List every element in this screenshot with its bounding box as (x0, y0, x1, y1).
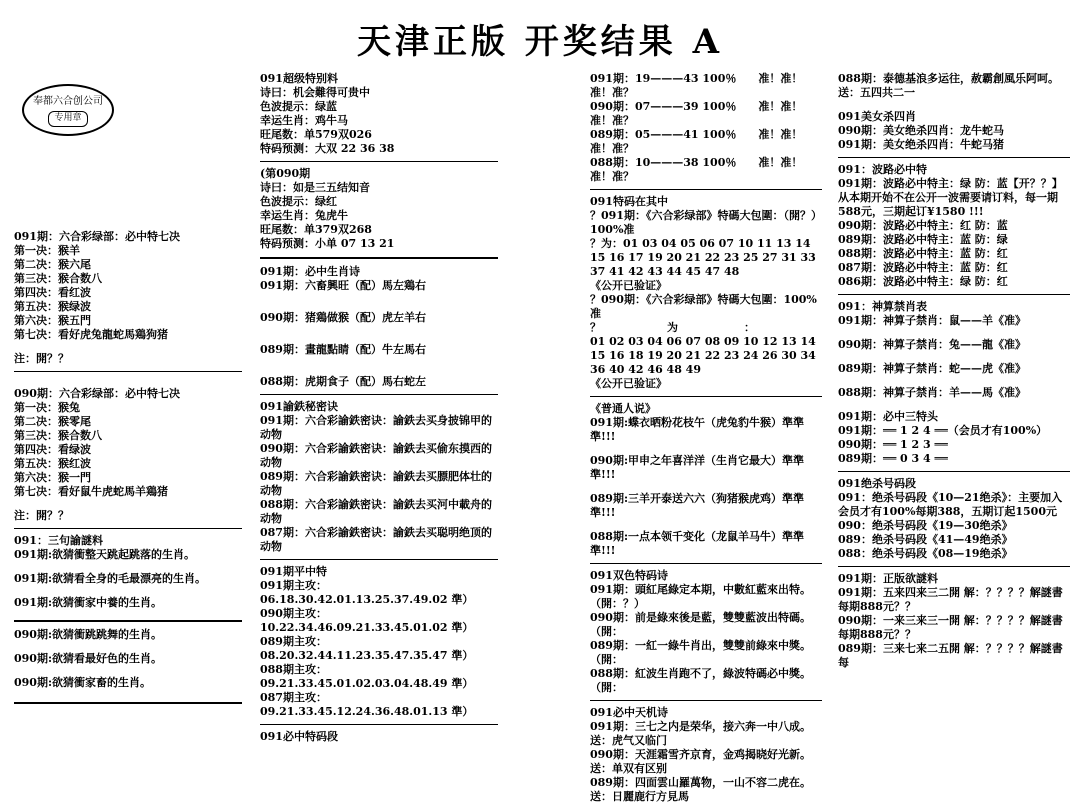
text-line: 《公开已验证》 (590, 279, 667, 292)
text-line: 089期：波路必中特主：蓝 防：绿 (838, 233, 1008, 246)
text-line: 090期：一来三来三一開 解：？？？？解謎書每期888元？？ (838, 614, 1063, 641)
divider (590, 700, 822, 701)
text-line: 089：绝杀号码段《41—49绝杀》 (838, 533, 1013, 546)
text-line: 第一决：猴兔 (14, 401, 80, 414)
text-line: 091期：神算子禁肖：鼠——羊《准》 (838, 314, 1026, 327)
text-line: 091期：波路必中特主：绿 防：蓝【开？？】从本期开始不在公开一波需要请订料，每一期588元，三期起订¥1580 !!! (838, 177, 1063, 218)
text-line: 幸运生肖：鸡牛马 (260, 114, 348, 127)
text-line: 089期：05———41 100％ 准！准！准！准？ (590, 128, 803, 155)
text-line: 089期：四面雲山羅萬物，一山不容二虎在。送：日麗鹿行方見馬 (590, 776, 811, 803)
text-line: 091期：三七之内是荣华，接六奔一中八成。送：虎气又临门 (590, 720, 811, 747)
company-seal (22, 84, 114, 136)
section-heading: 091期：六合彩绿部：必中特七决 (14, 230, 180, 243)
text-line: 091期:欲猜看全身的毛最漂亮的生肖。 (14, 572, 207, 585)
text-line: 色波提示：绿蓝 (260, 100, 337, 113)
section-seven-decisions-091 (14, 230, 242, 342)
text-line: 091期：五来四来三二開 解：？？？？解謎書每期888元？？ (838, 586, 1063, 613)
text-line: 090期：六合彩諭鉄密诀：諭鉄去买偷东摸西的动物 (260, 442, 492, 469)
text-line: 090期:甲申之年喜洋洋（生肖它最大）準準準!!! (590, 454, 805, 481)
text-line: 090期主攻： 10.22.34.46.09.21.33.45.01.02 準） (260, 607, 474, 634)
section-heading: 091特码在其中 (590, 195, 668, 208)
divider (590, 563, 822, 564)
text-line: 087期主攻： 09.21.33.45.12.24.36.48.01.13 準） (260, 691, 474, 718)
text-line: 第三决：猴合数八 (14, 429, 102, 442)
text-line: 090期：波路必中特主：红 防：蓝 (838, 219, 1008, 232)
text-line: 第七决：看好鼠牛虎蛇馬羊鶏猪 (14, 485, 168, 498)
divider (590, 189, 822, 190)
section-heading: 091超级特别料 (260, 72, 338, 85)
divider (14, 702, 242, 704)
seal-text: 奉都六合创公司 (33, 96, 103, 107)
text-line: 088期：虎期食子（配）馬右蛇左 (260, 375, 426, 388)
text-line: 091期：══ 1 2 4 ══（会员才有100%） (838, 424, 1048, 437)
section-heading: 091必中天机诗 (590, 706, 668, 719)
section-heading: 091：三句諭謎料 (14, 534, 103, 547)
section-seven-decisions-090 (14, 387, 242, 499)
divider (14, 371, 242, 372)
text-line: 090期:欲猜看最好色的生肖。 (14, 652, 163, 665)
text-line: 089期：三来七来二五開 解：？？？？解謎書每 (838, 642, 1063, 669)
text-line: 090期：美女绝杀四肖：龙牛蛇马 (838, 124, 1004, 137)
section-heading: 091美女杀四肖 (838, 110, 916, 123)
column-4 (838, 72, 1070, 670)
section-heading: 091期：必中生肖诗 (260, 265, 360, 278)
text-line: 第七决：看好虎兔龍蛇馬鶏狗猪 (14, 328, 168, 341)
text-line: 第四决：看红波 (14, 286, 91, 299)
section-heading: 《普通人说》 (590, 402, 656, 415)
text-line: 090期：天涯霜雪齐京育，金鸡揭晓好光新。送：单双有区别 (590, 748, 811, 775)
text-line: 087期：六合彩諭鉄密诀：諭鉄去买聪明绝顶的动物 (260, 526, 492, 553)
text-line: 091期：頭紅尾綠定本期，中數紅藍來出特。（開：？） (590, 583, 811, 610)
text-line: 第一决：猴羊 (14, 244, 80, 257)
text-line: 第五决：猴绿波 (14, 300, 91, 313)
section-heading: 091双色特码诗 (590, 569, 668, 582)
column-3 (590, 72, 822, 804)
text-line: 088期：波路必中特主：蓝 防：红 (838, 247, 1008, 260)
text-line: 旺尾数：单579双026 (260, 128, 372, 141)
text-line: 088期：神算子禁肖：羊——馬《准》 (838, 386, 1026, 399)
text-line: 089期：神算子禁肖：蛇——虎《准》 (838, 362, 1026, 375)
text-line: 088期：紅波生肖跑不了，綠波特碼必中獎。（開： (590, 667, 811, 694)
text-line: 01 02 03 04 06 07 08 09 10 12 13 14 15 16 18 19 20 21 22 23 24 26 30 34 36 40 42 46 48 49 (590, 335, 816, 376)
text-line: 087期：波路必中特主：蓝 防：红 (838, 261, 1008, 274)
divider (260, 394, 498, 395)
text-line: 088期主攻： 09.21.33.45.01.02.03.04.48.49 準） (260, 663, 474, 690)
text-line: ？为：01 03 04 05 06 07 10 11 13 14 15 16 17 19 20 21 22 23 25 27 31 33 37 41 42 43 44 45 47 48 (590, 237, 816, 278)
text-line: 第二决：猴六尾 (14, 258, 91, 271)
text-line: 088期：10———38 100％ 准！准！准！准？ (590, 156, 803, 183)
text-line: 089期:三羊开泰送六六（狗猪猴虎鸡）準準準!!! (590, 492, 805, 519)
text-line: 091：绝杀号码段《10—21绝杀》：主要加入会员才有100%每期388，五期订起1500元 (838, 491, 1063, 518)
section-heading: 091期：正版欲謎料 (838, 572, 938, 585)
text-line: 089期主攻： 08.20.32.44.11.23.35.47.35.47 準） (260, 635, 474, 662)
text-line: ？091期：《六合彩绿部》特碼大包圍：（開？）100%准 (590, 209, 822, 236)
text-line: 090期：07———39 100％ 准！准！准！准？ (590, 100, 803, 127)
text-line: 089期：══ 0 3 4 ══ (838, 452, 948, 465)
divider (260, 559, 498, 560)
note-text: 注：開？？ (14, 352, 69, 365)
divider (590, 396, 822, 397)
text-line: 色波提示：绿红 (260, 195, 337, 208)
text-line: 第二决：猴零尾 (14, 415, 91, 428)
divider (14, 528, 242, 529)
text-line: 091期：美女绝杀四肖：牛蛇马猪 (838, 138, 1004, 151)
text-line: 091期：六合彩諭鉄密诀：諭鉄去买身披锦甲的动物 (260, 414, 492, 441)
text-line: 086期：波路必中特主：绿 防：红 (838, 275, 1008, 288)
section-heading: 091必中特码段 (260, 730, 338, 743)
text-line: 090期:欲猜衝跳跳舞的生肖。 (14, 628, 163, 641)
section-heading: 091諭鉄秘密诀 (260, 400, 338, 413)
column-2 (260, 72, 498, 744)
section-heading: 091：神算禁肖表 (838, 300, 927, 313)
divider (260, 257, 498, 259)
text-line: 089期：一紅一綠牛肖出，雙雙前綠來中獎。（開： (590, 639, 811, 666)
divider (838, 471, 1070, 472)
text-line: 幸运生肖：兔虎牛 (260, 209, 348, 222)
divider (260, 161, 498, 162)
text-line: 090期：猪鶏做猴（配）虎左羊右 (260, 311, 426, 324)
text-line: 091期:欲猜衝整天跳起跳落的生肖。 (14, 548, 196, 561)
section-heading: 090期：六合彩绿部：必中特七决 (14, 387, 180, 400)
text-line: 第四决：看绿波 (14, 443, 91, 456)
text-line: 088期:一点本领千变化（龙鼠羊马牛）準準準!!! (590, 530, 805, 557)
section-heading: 091期：必中三特头 (838, 410, 938, 423)
text-line: 旺尾数：单379双268 (260, 223, 372, 236)
note-text: 注：開？？ (14, 509, 69, 522)
seal-subtext: 专用章 (48, 111, 87, 127)
divider (14, 620, 242, 622)
column-1 (14, 230, 242, 710)
text-line: 090：绝杀号码段《19—30绝杀》 (838, 519, 1013, 532)
text-line: 089期：畫龍點睛（配）牛左馬右 (260, 343, 426, 356)
section-heading: 091：波路必中特 (838, 163, 927, 176)
text-line: 088：绝杀号码段《08—19绝杀》 (838, 547, 1013, 560)
text-line: 特码预测：小单 07 13 21 (260, 237, 395, 250)
divider (838, 157, 1070, 158)
divider (838, 294, 1070, 295)
section-heading: 091绝杀号码段 (838, 477, 916, 490)
text-line: 090期：══ 1 2 3 ══ (838, 438, 948, 451)
text-line: 091期：19———43 100％ 准！准！准！准？ (590, 72, 803, 99)
text-line: 《公开已验证》 (590, 377, 667, 390)
divider (260, 724, 498, 725)
text-line: ？ 为 ： (590, 321, 755, 334)
text-line: 090期:欲猜衝家畜的生肖。 (14, 676, 152, 689)
text-line: 091期:蝶衣晒粉花枝午（虎兔豹牛猴）準準準!!! (590, 416, 805, 443)
text-line: 诗曰：机会難得可贵中 (260, 86, 370, 99)
divider (838, 566, 1070, 567)
section-heading: 091期平中特 (260, 565, 327, 578)
page-title: 天津正版 开奖结果 A (356, 22, 724, 62)
text-line: 088期：六合彩諭鉄密诀：諭鉄去买河中載舟的动物 (260, 498, 492, 525)
text-line: 第六决：猴一門 (14, 471, 91, 484)
text-line: 091期：六畜興旺（配）馬左鶏右 (260, 279, 426, 292)
text-line: 088期：泰德基浪多运往，赦霸創風乐阿呵。送：五四共二一 (838, 72, 1059, 99)
text-line: 089期：六合彩諭鉄密诀：諭鉄去买膘肥体壮的动物 (260, 470, 492, 497)
text-line: 090期：前是綠來後是藍，雙雙藍波出特碼。（開： (590, 611, 811, 638)
text-line: 091期:欲猜衝家中養的生肖。 (14, 596, 163, 609)
text-line: 第三决：猴合数八 (14, 272, 102, 285)
text-line: 诗曰：如是三五结知音 (260, 181, 370, 194)
text-line: 第五决：猴红波 (14, 457, 91, 470)
text-line: ？090期：《六合彩绿部》特碼大包圍：100%准 (590, 293, 817, 320)
text-line: 特码预测：大双 22 36 38 (260, 142, 395, 155)
text-line: 091期主攻： 06.18.30.42.01.13.25.37.49.02 準） (260, 579, 474, 606)
text-line: 090期：神算子禁肖：兔——龍《准》 (838, 338, 1026, 351)
text-line: 第六决：猴五門 (14, 314, 91, 327)
section-heading: (第090期 (260, 167, 311, 180)
